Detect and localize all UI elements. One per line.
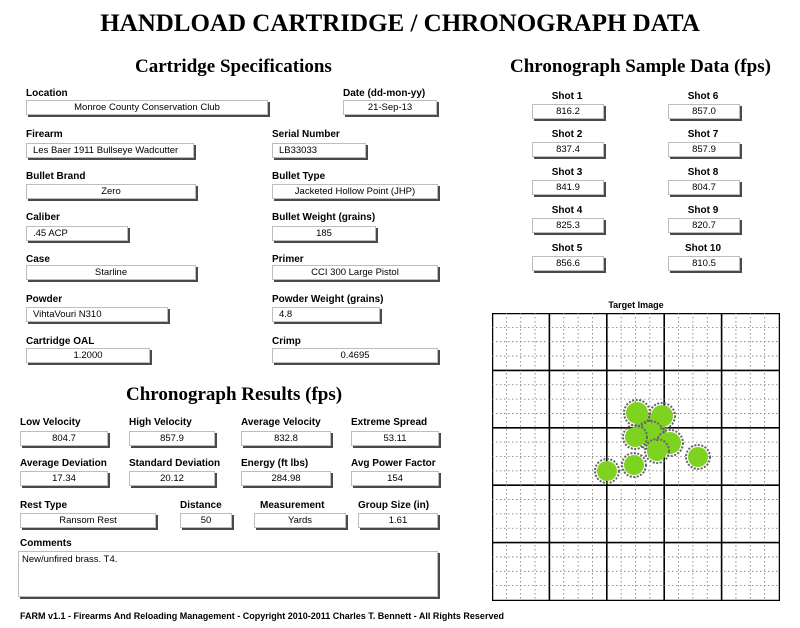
powder-weight-label: Powder Weight (grains) xyxy=(272,294,384,305)
distance-label: Distance xyxy=(180,500,222,511)
crimp-label: Crimp xyxy=(272,336,301,347)
shot-hole xyxy=(597,461,617,481)
oal-label: Cartridge OAL xyxy=(26,336,95,347)
extreme-spread-label: Extreme Spread xyxy=(351,417,428,428)
shot-8-label: Shot 8 xyxy=(687,167,719,178)
rest-type-field[interactable]: Ransom Rest xyxy=(20,513,156,528)
shot-6-label: Shot 6 xyxy=(687,91,719,102)
date-field[interactable]: 21-Sep-13 xyxy=(343,100,437,115)
shot-8-field[interactable]: 804.7 xyxy=(668,180,740,195)
shot-3-field[interactable]: 841.9 xyxy=(532,180,604,195)
shot-6-field[interactable]: 857.0 xyxy=(668,104,740,119)
measurement-label: Measurement xyxy=(260,500,325,511)
shot-4-label: Shot 4 xyxy=(551,205,583,216)
high-velocity-field[interactable]: 857.9 xyxy=(129,431,215,446)
powder-field[interactable]: VihtaVouri N310 xyxy=(26,307,168,322)
bullet-type-field[interactable]: Jacketed Hollow Point (JHP) xyxy=(272,184,438,199)
case-field[interactable]: Starline xyxy=(26,265,196,280)
group-size-label: Group Size (in) xyxy=(358,500,430,511)
primer-label: Primer xyxy=(272,254,304,265)
bullet-weight-label: Bullet Weight (grains) xyxy=(272,212,376,223)
average-velocity-label: Average Velocity xyxy=(241,417,321,428)
average-deviation-field[interactable]: 17.34 xyxy=(20,471,108,486)
shot-1-label: Shot 1 xyxy=(551,91,583,102)
footer-copyright: FARM v1.1 - Firearms And Reloading Management - Copyright 2010-2011 Charles T. Bennett - All Rights Reserved xyxy=(20,611,504,621)
shot-2-field[interactable]: 837.4 xyxy=(532,142,604,157)
shot-7-field[interactable]: 857.9 xyxy=(668,142,740,157)
target-image-title: Target Image xyxy=(608,300,664,310)
target-grid xyxy=(492,313,780,601)
comments-label: Comments xyxy=(20,538,72,549)
shot-4-field[interactable]: 825.3 xyxy=(532,218,604,233)
low-velocity-label: Low Velocity xyxy=(20,417,81,428)
caliber-label: Caliber xyxy=(26,212,60,223)
shot-3-label: Shot 3 xyxy=(551,167,583,178)
power-factor-field[interactable]: 154 xyxy=(351,471,439,486)
shot-hole xyxy=(688,447,708,467)
shot-7-label: Shot 7 xyxy=(687,129,719,140)
standard-deviation-field[interactable]: 20.12 xyxy=(129,471,215,486)
bullet-brand-label: Bullet Brand xyxy=(26,171,86,182)
rest-type-label: Rest Type xyxy=(20,500,68,511)
average-deviation-label: Average Deviation xyxy=(20,458,107,469)
shot-10-field[interactable]: 810.5 xyxy=(668,256,740,271)
case-label: Case xyxy=(26,254,50,265)
shot-5-field[interactable]: 856.6 xyxy=(532,256,604,271)
group-size-field[interactable]: 1.61 xyxy=(358,513,438,528)
high-velocity-label: High Velocity xyxy=(129,417,192,428)
results-heading: Chronograph Results (fps) xyxy=(126,384,343,405)
energy-label: Energy (ft lbs) xyxy=(241,458,309,469)
shot-hole xyxy=(651,405,673,427)
serial-label: Serial Number xyxy=(272,129,340,140)
shot-hole xyxy=(625,427,645,447)
powder-weight-field[interactable]: 4.8 xyxy=(272,307,380,322)
shot-9-label: Shot 9 xyxy=(687,205,719,216)
firearm-field[interactable]: Les Baer 1911 Bullseye Wadcutter xyxy=(26,143,194,158)
shot-hole xyxy=(647,441,667,461)
location-field[interactable]: Monroe County Conservation Club xyxy=(26,100,268,115)
bullet-weight-field[interactable]: 185 xyxy=(272,226,376,241)
shot-1-field[interactable]: 816.2 xyxy=(532,104,604,119)
shot-hole xyxy=(626,402,648,424)
bullet-brand-field[interactable]: Zero xyxy=(26,184,196,199)
serial-field[interactable]: LB33033 xyxy=(272,143,366,158)
measurement-field[interactable]: Yards xyxy=(254,513,346,528)
target-image[interactable] xyxy=(492,313,780,601)
bullet-type-label: Bullet Type xyxy=(272,171,326,182)
average-velocity-field[interactable]: 832.8 xyxy=(241,431,331,446)
date-label: Date (dd-mon-yy) xyxy=(343,88,426,99)
crimp-field[interactable]: 0.4695 xyxy=(272,348,438,363)
low-velocity-field[interactable]: 804.7 xyxy=(20,431,108,446)
extreme-spread-field[interactable]: 53.11 xyxy=(351,431,439,446)
distance-field[interactable]: 50 xyxy=(180,513,232,528)
shot-5-label: Shot 5 xyxy=(551,243,583,254)
location-label: Location xyxy=(26,88,68,99)
shot-10-label: Shot 10 xyxy=(684,243,722,254)
firearm-label: Firearm xyxy=(26,129,63,140)
caliber-field[interactable]: .45 ACP xyxy=(26,226,128,241)
page-title: HANDLOAD CARTRIDGE / CHRONOGRAPH DATA xyxy=(100,10,700,37)
shot-9-field[interactable]: 820.7 xyxy=(668,218,740,233)
cartridge-specs-heading: Cartridge Specifications xyxy=(135,56,332,77)
energy-field[interactable]: 284.98 xyxy=(241,471,331,486)
shot-2-label: Shot 2 xyxy=(551,129,583,140)
sample-data-heading: Chronograph Sample Data (fps) xyxy=(510,56,771,77)
comments-field[interactable]: New/unfired brass. T4. xyxy=(18,551,438,597)
primer-field[interactable]: CCI 300 Large Pistol xyxy=(272,265,438,280)
power-factor-label: Avg Power Factor xyxy=(351,458,436,469)
oal-field[interactable]: 1.2000 xyxy=(26,348,150,363)
standard-deviation-label: Standard Deviation xyxy=(129,458,221,469)
powder-label: Powder xyxy=(26,294,63,305)
shot-hole xyxy=(624,455,644,475)
